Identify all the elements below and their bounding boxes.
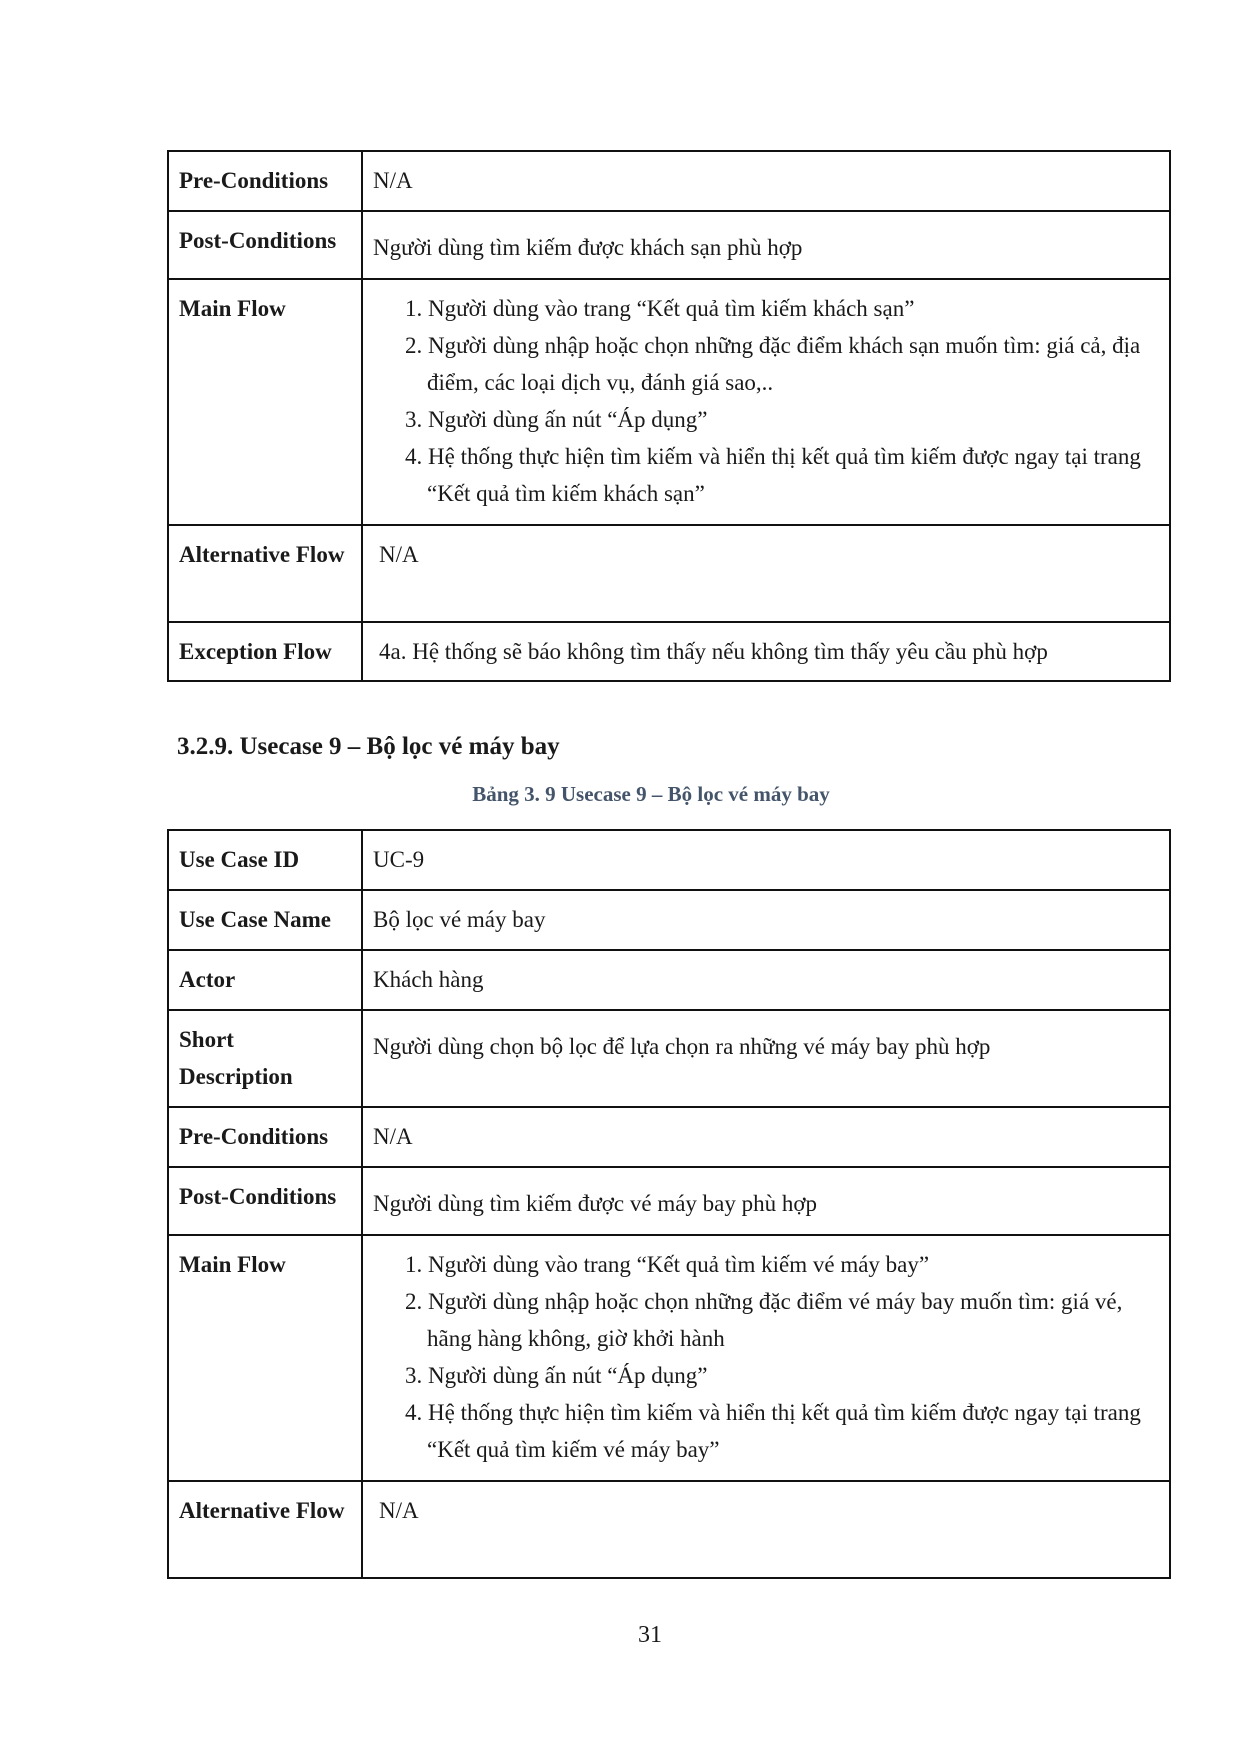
- table-row: [168, 1235, 1170, 1481]
- usecase-9-table: [167, 829, 1171, 1579]
- row-value: Khách hàng: [362, 950, 1170, 1010]
- table-row: [168, 830, 1170, 890]
- table-row: [168, 525, 1170, 622]
- row-label: Pre-Conditions: [168, 1107, 362, 1167]
- table-row: [168, 1167, 1170, 1235]
- row-label: Use Case Name: [168, 890, 362, 950]
- row-value: Người dùng tìm kiếm được vé máy bay phù hợp: [362, 1167, 1170, 1235]
- list-item: 3. Người dùng ấn nút “Áp dụng”: [405, 1363, 708, 1388]
- table-row: [168, 1107, 1170, 1167]
- list-item: 3. Người dùng ấn nút “Áp dụng”: [405, 407, 708, 432]
- row-value: N/A: [362, 1107, 1170, 1167]
- row-label: Main Flow: [168, 1235, 362, 1481]
- table-row: [168, 211, 1170, 279]
- row-value: Người dùng tìm kiếm được khách sạn phù hợp: [362, 211, 1170, 279]
- table-row: [168, 890, 1170, 950]
- row-label: Post-Conditions: [168, 1167, 362, 1235]
- main-flow-list: [373, 290, 1159, 512]
- main-flow-list: [373, 1246, 1159, 1468]
- row-value: N/A: [362, 525, 1170, 622]
- row-label: Exception Flow: [168, 622, 362, 681]
- table-row: [168, 622, 1170, 681]
- row-label: Use Case ID: [168, 830, 362, 890]
- row-label: Alternative Flow: [168, 525, 362, 622]
- row-value: Người dùng chọn bộ lọc để lựa chọn ra những vé máy bay phù hợp: [362, 1010, 1170, 1107]
- list-item: 1. Người dùng vào trang “Kết quả tìm kiếm vé máy bay”: [405, 1252, 930, 1277]
- row-label: Actor: [168, 950, 362, 1010]
- row-label: Alternative Flow: [168, 1481, 362, 1578]
- row-label: Post-Conditions: [168, 211, 362, 279]
- main-flow-cell: [362, 1235, 1170, 1481]
- row-value: UC-9: [362, 830, 1170, 890]
- section-heading: 3.2.9. Usecase 9 – Bộ lọc vé máy bay: [177, 733, 560, 760]
- table-row: [168, 279, 1170, 525]
- table-caption: Bảng 3. 9 Usecase 9 – Bộ lọc vé máy bay: [472, 782, 830, 806]
- list-item: 2. Người dùng nhập hoặc chọn những đặc điểm vé máy bay muốn tìm: giá vé, hãng hàng không, giờ khởi hành: [405, 1289, 1123, 1351]
- usecase-8-table-continued: [167, 150, 1171, 682]
- list-item: 1. Người dùng vào trang “Kết quả tìm kiếm khách sạn”: [405, 296, 915, 321]
- row-value: N/A: [362, 151, 1170, 211]
- table-row: [168, 950, 1170, 1010]
- row-label: Main Flow: [168, 279, 362, 525]
- row-value: N/A: [362, 1481, 1170, 1578]
- row-label: Short Description: [168, 1010, 362, 1107]
- list-item: 2. Người dùng nhập hoặc chọn những đặc điểm khách sạn muốn tìm: giá cả, địa điểm, các loại dịch vụ, đánh giá sao,..: [405, 333, 1141, 395]
- list-item: 4. Hệ thống thực hiện tìm kiếm và hiển thị kết quả tìm kiếm được ngay tại trang “Kết quả tìm kiếm vé máy bay”: [405, 1400, 1141, 1462]
- row-value: 4a. Hệ thống sẽ báo không tìm thấy nếu không tìm thấy yêu cầu phù hợp: [362, 622, 1170, 681]
- list-item: 4. Hệ thống thực hiện tìm kiếm và hiển thị kết quả tìm kiếm được ngay tại trang “Kết quả tìm kiếm khách sạn”: [405, 444, 1141, 506]
- page-number: 31: [638, 1622, 662, 1648]
- main-flow-cell: [362, 279, 1170, 525]
- table-row: [168, 1481, 1170, 1578]
- table-row: [168, 1010, 1170, 1107]
- table-row: [168, 151, 1170, 211]
- row-label: Pre-Conditions: [168, 151, 362, 211]
- row-value: Bộ lọc vé máy bay: [362, 890, 1170, 950]
